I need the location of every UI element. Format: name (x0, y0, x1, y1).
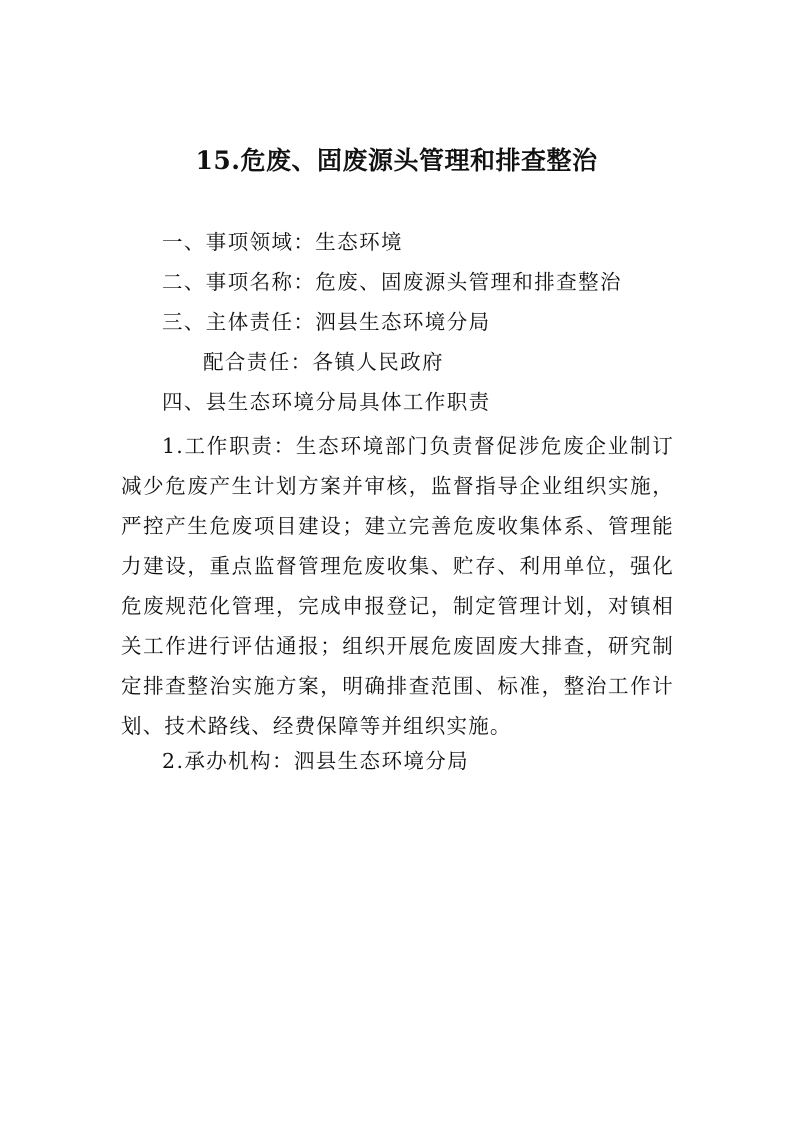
item-name: 二、事项名称：危废、固废源头管理和排查整治 (162, 270, 622, 294)
duties-paragraph: 1.工作职责：生态环境部门负责督促涉危废企业制订减少危废产生计划方案并审核，监督指导企业组织实施，严控产生危废项目建设；建立完善危废收集体系、管理能力建设，重点监督管理危废收集、贮存、利用单位，强化危废规范化管理，完成申报登记，制定管理计划，对镇相关工作进行评估通报；组织开展危废固废大排查，研究制定排查整治实施方案，明确排查范围、标准，整治工作计划、技术路线、经费保障等并组织实施。 (121, 434, 674, 738)
section-four-heading: 四、县生态环境分局具体工作职责 (162, 390, 491, 414)
item-cooperative-responsibility: 配合责任：各镇人民政府 (203, 350, 444, 374)
item-domain: 一、事项领域：生态环境 (162, 230, 403, 254)
undertaking-agency: 2.承办机构：泗县生态环境分局 (162, 749, 470, 773)
item-main-responsibility: 三、主体责任：泗县生态环境分局 (162, 310, 491, 334)
document-title: 15.危废、固废源头管理和排查整治 (195, 146, 598, 175)
